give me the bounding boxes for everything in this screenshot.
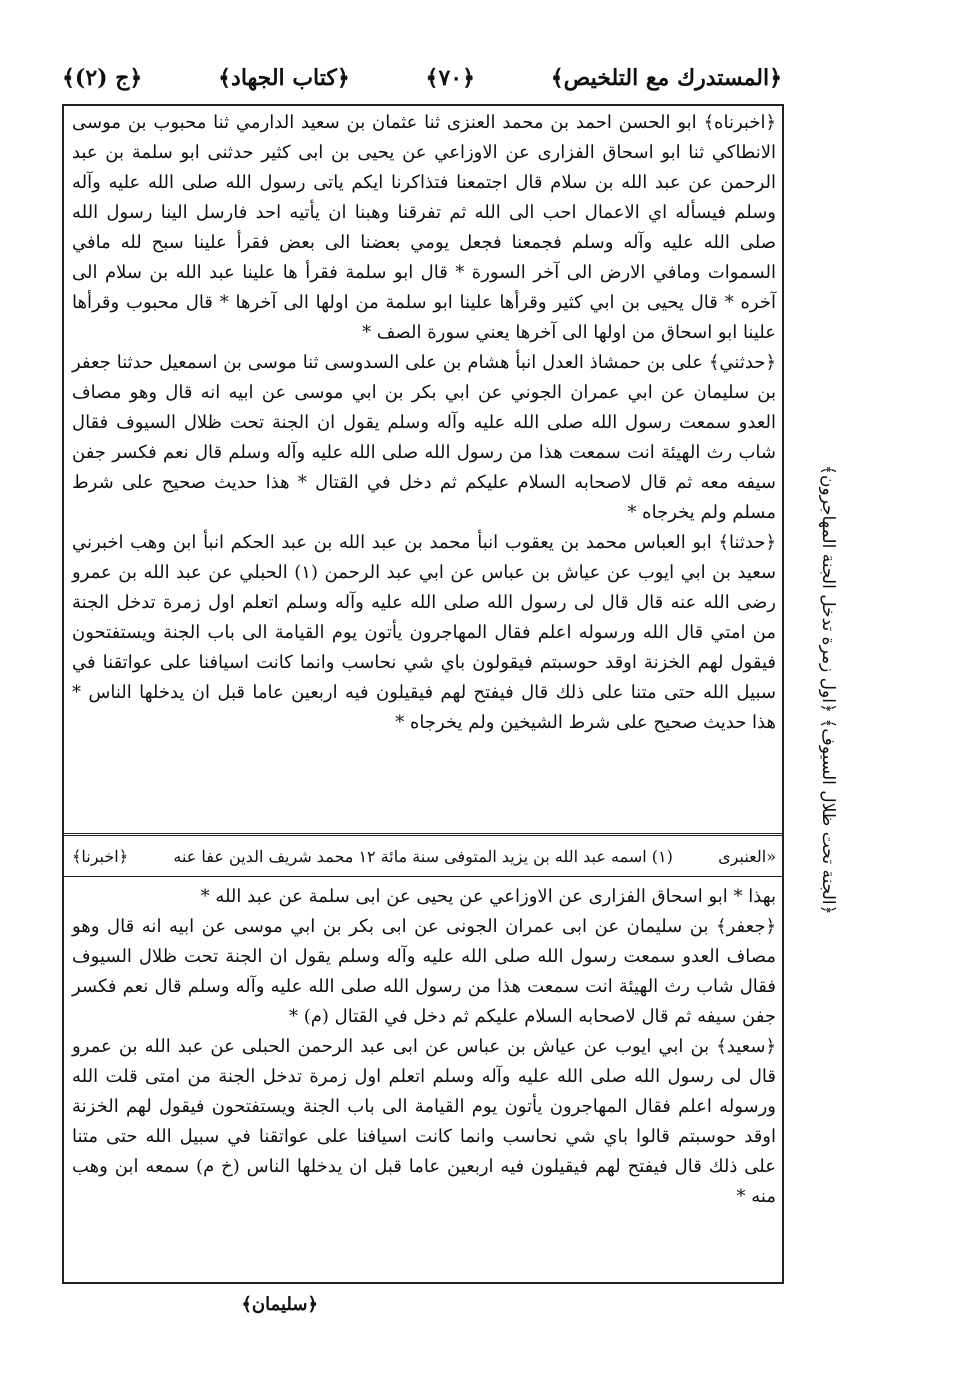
footnote-label: ﴿اخبرنا﴾ (72, 847, 129, 866)
volume-number: ﴿ج (٢)﴾ (62, 65, 143, 91)
summary-text (72, 882, 776, 1212)
page-header (62, 58, 782, 98)
page-number: ﴿٧٠﴾ (425, 65, 475, 91)
book-title: ﴿المستدرك مع التلخيص﴾ (550, 65, 782, 91)
footnote (72, 843, 776, 871)
chapter-title: ﴿كتاب الجهاد﴾ (218, 65, 350, 91)
main-paragraph: ﴿حدثنا﴾ ابو العباس محمد بن يعقوب انبأ محمد بن عبد الله بن عبد الحكم انبأ ابن وهب اخبرني سعيد بن ابي ايوب عن عياش بن عباس عن ابي عبد الرحمن (١) الحبلي عن عبد الله بن عمرو رضى الله عنه قال قال لى رسول الله صلى الله عليه وآله وسلم اتعلم اول زمرة تدخل الجنة من امتي قال الله ورسوله اعلم فقال المهاجرون يأتون يوم القيامة الى باب الجنة ويستفتحون فيقول لهم الخزنة اوقد حوسبتم فيقولون باي شي نحاسب وانما كانت اسيافنا على عواتقنا في سبيل الله حتى متنا على ذلك قال فيفتح لهم فيقيلون فيه اربعين عاما قبل ان يدخلها الناس * هذا حديث صحيح على شرط الشيخين ولم يخرجاه * (72, 532, 777, 733)
margin-note: ﴿الجنة تحت ظلال السيوف﴾ ﴿اول زمرة تدخل الجنة المهاجرون﴾ (818, 465, 838, 915)
summary-divider (62, 876, 784, 877)
footnote-text: (١) اسمه عبد الله بن يزيد المتوفى سنة مائة ١٢ محمد شريف الدين عفا عنه (173, 847, 673, 866)
main-paragraph: ﴿حدثني﴾ على بن حمشاذ العدل انبأ هشام بن على السدوسى ثنا موسى بن اسمعيل حدثنا جعفر بن سليمان عن ابي عمران الجوني عن ابي بكر بن ابي موسى عن ابيه انه قال وهو مصاف العدو سمعت رسول الله صلى الله عليه وآله وسلم يقول ان الجنة تحت ظلال السيوف فقال شاب رث الهيئة انت سمعت هذا من رسول الله صلى الله عليه وآله وسلم قال نعم فكسر جفن سيفه معه ثم قال لاصحابه السلام عليكم ثم دخل في القتال * هذا حديث صحيح على شرط مسلم ولم يخرجاه * (72, 352, 777, 523)
footnote-marker: «العنبرى (718, 847, 776, 866)
main-text (72, 108, 776, 738)
footnote-divider (62, 833, 784, 836)
main-paragraph: ﴿اخبرناه﴾ ابو الحسن احمد بن محمد العنزى ثنا عثمان بن سعيد الدارمي ثنا محبوب بن موسى الانطاكي ثنا ابو اسحاق الفزارى عن الاوزاعي عن يحيى بن ابى كثير حدثنى ابو سلمة بن عبد الرحمن عن عبد الله بن سلام قال اجتمعنا فتذاكرنا ايكم ياتى رسول الله صلى الله عليه وآله وسلم فيسأله اي الاعمال احب الى الله ثم تفرقنا وهبنا ان يأتيه احد فارسل الينا رسول الله صلى الله عليه وآله وسلم فجمعنا فجعل يومي بعضنا الى بعض فقرأ علينا سبح لله مافي السموات ومافي الارض الى آخر السورة * قال ابو سلمة فقرأ ها علينا عبد الله بن سلام الى آخره * قال يحيى بن ابي كثير وقرأها علينا ابو سلمة من اولها الى آخرها * قال محبوب وقرأها علينا ابو اسحاق من اولها الى آخرها يعني سورة الصف * (72, 112, 777, 343)
catchword: ﴿سليمان﴾ (241, 1294, 318, 1315)
summary-paragraph: ﴿سعيد﴾ بن ابي ايوب عن عياش بن عباس عن ابى عبد الرحمن الحبلى عن عبد الله بن عمرو قال لى رسول الله صلى الله عليه وآله وسلم اتعلم اول زمرة تدخل الجنة من امتى قلت الله ورسوله اعلم فقال المهاجرون يأتون يوم القيامة الى باب الجنة ويستفتحون فيقول لهم الخزنة اوقد حوسبتم قالوا باي شي نحاسب وانما كانت اسيافنا على عواتقنا في سبيل الله حتى متنا على ذلك قال فيفتح لهم فيقيلون فيه اربعين عاما قبل ان يدخلها الناس (خ م) سمعه ابن وهب منه * (72, 1036, 776, 1207)
summary-paragraph: بهذا * ابو اسحاق الفزارى عن الاوزاعي عن يحيى عن ابى سلمة عن عبد الله * (200, 886, 776, 907)
summary-paragraph: ﴿جعفر﴾ بن سليمان عن ابى عمران الجونى عن ابى بكر بن ابي موسى عن ابيه انه قال وهو مصاف العدو سمعت رسول الله صلى الله عليه وآله وسلم يقول ان الجنة تحت ظلال السيوف فقال شاب رث الهيئة انت سمعت هذا من رسول الله صلى الله عليه وآله وسلم قال نعم فكسر جفن سيفه ثم قال لاصحابه السلام عليكم ثم دخل في القتال (م) * (72, 916, 776, 1027)
